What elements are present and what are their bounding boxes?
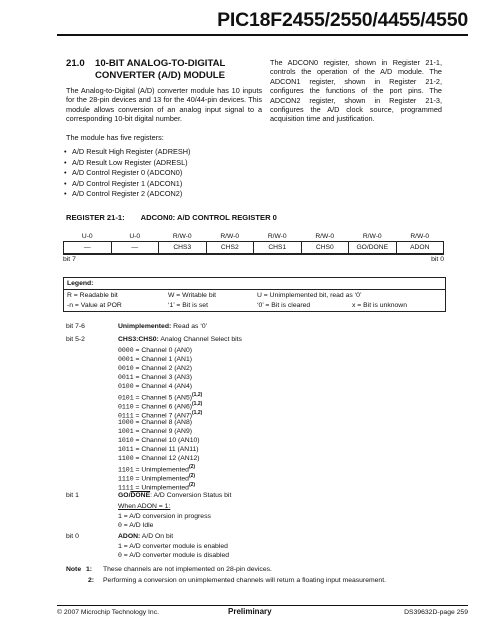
list-item bbox=[118, 356, 192, 363]
option-text: = A/D converter module is disabled bbox=[123, 552, 230, 559]
list-item: • A/D Result Low Register (ADRESL) bbox=[64, 158, 264, 169]
legend-por: -n = Value at POR bbox=[67, 302, 122, 309]
register-table bbox=[63, 232, 444, 254]
note-reference: (2) bbox=[188, 464, 196, 470]
legend-divider bbox=[64, 289, 445, 290]
option-code: 1110 bbox=[118, 475, 134, 483]
option-row bbox=[118, 513, 211, 520]
note-reference: (1,2) bbox=[191, 410, 203, 416]
note-reference: (1,2) bbox=[191, 401, 203, 407]
option-code: 1111 bbox=[118, 484, 134, 492]
list-item bbox=[118, 347, 192, 354]
note-1-number: 1: bbox=[86, 566, 93, 573]
option-code: 1011 bbox=[118, 446, 134, 453]
bit-index-row bbox=[63, 254, 444, 263]
field-condition: When ADON = 1: bbox=[118, 503, 171, 510]
option-code: 1100 bbox=[118, 455, 134, 462]
access-cell: R/W-0 bbox=[362, 233, 382, 240]
field-bits-5-2: bit 5-2 bbox=[66, 336, 85, 343]
section-number: 21.0 bbox=[66, 58, 85, 69]
option-code: 0001 bbox=[118, 356, 134, 363]
option-code: 1010 bbox=[118, 437, 134, 444]
access-cell: R/W-0 bbox=[220, 233, 240, 240]
list-item bbox=[118, 374, 192, 381]
list-item bbox=[118, 410, 202, 419]
legend-box bbox=[63, 277, 446, 312]
option-code: 0100 bbox=[118, 383, 134, 390]
bit-name-cell: — bbox=[64, 242, 112, 254]
list-item bbox=[118, 455, 200, 462]
option-code: 1 bbox=[118, 513, 122, 520]
access-row bbox=[64, 232, 444, 242]
option-code: 1001 bbox=[118, 428, 134, 435]
access-cell: U-0 bbox=[81, 233, 93, 240]
bit-name-cell: CHS2 bbox=[206, 242, 254, 254]
option-text: = Channel 1 (AN1) bbox=[135, 356, 192, 363]
list-item bbox=[118, 428, 192, 435]
list-item bbox=[118, 482, 195, 491]
option-code: 0000 bbox=[118, 347, 134, 354]
bit-name-cell: CHS3 bbox=[159, 242, 207, 254]
list-item bbox=[118, 437, 200, 444]
list-item bbox=[118, 365, 192, 372]
option-code: 1101 bbox=[118, 466, 134, 474]
bit-name-cell: CHS1 bbox=[254, 242, 302, 254]
field-desc-0 bbox=[118, 533, 173, 540]
footer-copyright: © 2007 Microchip Technology Inc. bbox=[57, 609, 159, 616]
list-item: • A/D Control Register 2 (ADCON2) bbox=[64, 189, 264, 200]
field-name-done: DONE bbox=[130, 492, 151, 499]
footer-page-number: DS39632D-page 259 bbox=[404, 609, 468, 616]
page-header-title: PIC18F2455/2550/4455/4550 bbox=[217, 9, 468, 31]
option-text: = Channel 9 (AN9) bbox=[135, 428, 192, 435]
field-description: Analog Channel Select bits bbox=[160, 336, 242, 343]
register-name: ADCON0: A/D CONTROL REGISTER 0 bbox=[140, 213, 277, 222]
footer-status: Preliminary bbox=[228, 607, 272, 616]
list-item bbox=[118, 473, 195, 482]
field-bit-1: bit 1 bbox=[66, 492, 79, 499]
option-text: = Channel 2 (AN2) bbox=[135, 365, 192, 372]
option-code: 0110 bbox=[118, 403, 134, 411]
option-text: = Channel 7 (AN7) bbox=[135, 412, 192, 420]
option-text: = A/D conversion in progress bbox=[123, 513, 211, 520]
note-reference: (2) bbox=[188, 482, 196, 488]
list-item bbox=[118, 383, 192, 390]
access-cell: R/W-0 bbox=[172, 233, 192, 240]
header-rule bbox=[57, 34, 468, 36]
bit-high-label: bit 7 bbox=[63, 256, 76, 263]
list-item: • A/D Result High Register (ADRESH) bbox=[64, 147, 264, 158]
legend-unimplemented: U = Unimplemented bit, read as ‘0’ bbox=[257, 292, 362, 299]
option-text: = Channel 0 (AN0) bbox=[135, 347, 192, 354]
option-text: = Unimplemented bbox=[135, 484, 189, 492]
list-item: • A/D Control Register 0 (ADCON0) bbox=[64, 168, 264, 179]
section-title: 10-BIT ANALOG-TO-DIGITAL CONVERTER (A/D) MODULE bbox=[95, 58, 226, 81]
option-text: = Channel 12 (AN12) bbox=[135, 455, 200, 462]
right-paragraph: The ADCON0 register, shown in Register 21-1, controls the operation of the A/D module. The ADCON1 register, shown in Register 21-2, configures the functions of the port pins. The ADCON2 register, shown in Register 21-3, configures the A/D clock source, programmed acquisition time and justification. bbox=[270, 58, 442, 124]
field-bits-7-6: bit 7-6 bbox=[66, 323, 85, 330]
option-code: 0010 bbox=[118, 365, 134, 372]
option-code: 1 bbox=[118, 543, 122, 550]
bit-name-cell: — bbox=[111, 242, 159, 254]
list-item bbox=[118, 392, 202, 401]
bit-name-cell: CHS0 bbox=[301, 242, 349, 254]
bit-name-cell: GO/DONE bbox=[349, 242, 397, 254]
bit-low-label: bit 0 bbox=[431, 256, 444, 263]
option-code: 0111 bbox=[118, 412, 134, 420]
option-text: = Channel 5 (AN5) bbox=[135, 394, 192, 402]
list-item bbox=[118, 401, 202, 410]
field-desc-7-6 bbox=[118, 323, 207, 330]
list-item bbox=[118, 464, 195, 473]
legend-cleared: ‘0’ = Bit is cleared bbox=[257, 302, 311, 309]
footer-rule bbox=[57, 605, 468, 606]
option-code: 0011 bbox=[118, 374, 134, 381]
list-item: • A/D Control Register 1 (ADCON1) bbox=[64, 179, 264, 190]
legend-writable: W = Writable bit bbox=[168, 292, 217, 299]
option-row bbox=[118, 522, 153, 529]
note-2-text: Performing a conversion on unimplemented channels will return a floating input measurement. bbox=[103, 577, 386, 584]
option-text: = Channel 4 (AN4) bbox=[135, 383, 192, 390]
access-cell: R/W-0 bbox=[267, 233, 287, 240]
field-desc-5-2 bbox=[118, 336, 242, 343]
option-row bbox=[118, 552, 229, 559]
field-name-go: GO/ bbox=[118, 492, 131, 499]
intro-paragraph: The Analog-to-Digital (A/D) converter module has 10 inputs for the 28-pin devices and 13 for the 40/44-pin devices. This module allows conversion of an analog input signal to a corresponding 10-bit digital number. bbox=[66, 86, 262, 124]
option-text: = Channel 8 (AN8) bbox=[135, 419, 192, 426]
access-cell: R/W-0 bbox=[315, 233, 335, 240]
field-name: ADON: bbox=[118, 533, 141, 540]
note-label: Note bbox=[66, 566, 82, 573]
list-item bbox=[118, 419, 192, 426]
option-row bbox=[118, 543, 228, 550]
list-item bbox=[118, 446, 199, 453]
option-code: 0 bbox=[118, 522, 122, 529]
legend-title: Legend: bbox=[67, 280, 94, 287]
option-text: = Channel 3 (AN3) bbox=[135, 374, 192, 381]
option-text: = Unimplemented bbox=[135, 466, 189, 474]
option-text: = Channel 6 (AN6) bbox=[135, 403, 192, 411]
registers-list bbox=[64, 147, 264, 200]
option-text: = Channel 11 (AN11) bbox=[135, 446, 199, 453]
field-name: Unimplemented: bbox=[118, 323, 172, 330]
legend-unknown: x = Bit is unknown bbox=[352, 302, 407, 309]
option-code: 0 bbox=[118, 552, 122, 559]
note-2-number: 2: bbox=[88, 577, 95, 584]
option-code: 0101 bbox=[118, 394, 134, 402]
note-reference: (1,2) bbox=[191, 392, 203, 398]
option-code: 1000 bbox=[118, 419, 134, 426]
field-desc-1 bbox=[118, 492, 231, 499]
access-cell: U-0 bbox=[129, 233, 141, 240]
field-bit-0: bit 0 bbox=[66, 533, 79, 540]
field-name: CHS3:CHS0: bbox=[118, 336, 159, 343]
legend-readable: R = Readable bit bbox=[67, 292, 118, 299]
option-text: = A/D Idle bbox=[123, 522, 154, 529]
note-1-text: These channels are not implemented on 28-pin devices. bbox=[103, 566, 272, 573]
option-text: = Channel 10 (AN10) bbox=[135, 437, 200, 444]
option-text: = Unimplemented bbox=[135, 475, 189, 483]
bit-name-cell: ADON bbox=[396, 242, 444, 254]
legend-set: ‘1’ = Bit is set bbox=[168, 302, 208, 309]
field-description: : A/D Conversion Status bit bbox=[150, 492, 232, 499]
bit-names-row bbox=[64, 242, 444, 254]
access-cell: R/W-0 bbox=[410, 233, 430, 240]
register-label: REGISTER 21-1: bbox=[66, 213, 125, 222]
field-description: A/D On bit bbox=[141, 533, 174, 540]
field-description: Read as ‘0’ bbox=[173, 323, 208, 330]
note-reference: (2) bbox=[188, 473, 196, 479]
register-title bbox=[66, 213, 277, 222]
option-text: = A/D converter module is enabled bbox=[123, 543, 228, 550]
registers-intro: The module has five registers: bbox=[66, 133, 164, 142]
